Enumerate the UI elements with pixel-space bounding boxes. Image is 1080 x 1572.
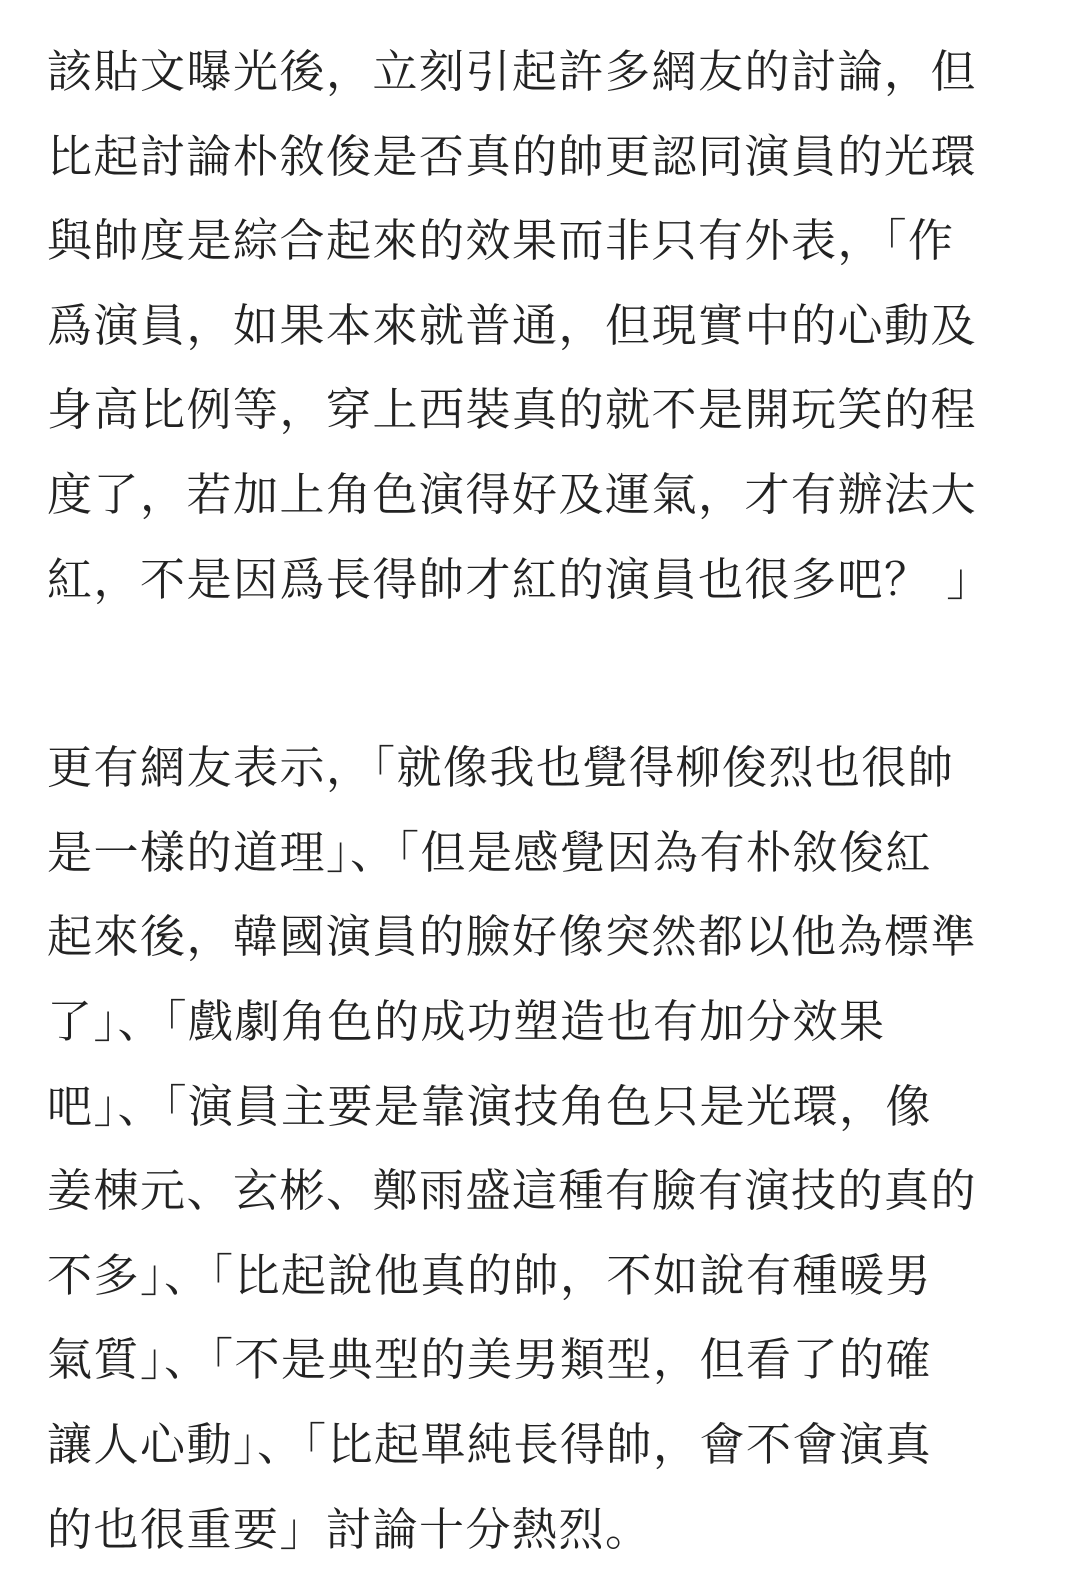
article-paragraph-1 [47, 30, 1037, 622]
paragraph-line: 姜棟元、玄彬、鄭雨盛這種有臉有演技的真的 [47, 1149, 1037, 1234]
paragraph-line: 紅，不是因爲長得帥才紅的演員也很多吧？ 」 [47, 538, 1037, 623]
paragraph-line: 的也很重要」討論十分熱烈。 [47, 1488, 1037, 1572]
paragraph-line: 更有網友表示，「就像我也覺得柳俊烈也很帥 [47, 726, 1037, 811]
paragraph-line: 該貼文曝光後，立刻引起許多網友的討論，但 [47, 30, 1037, 115]
paragraph-line: 不多」、「比起說他真的帥，不如說有種暖男 [47, 1234, 1037, 1319]
paragraph-line: 起來後，韓國演員的臉好像突然都以他為標準 [47, 895, 1037, 980]
article-paragraph-2 [47, 726, 1037, 1572]
paragraph-line: 了」、「戲劇角色的成功塑造也有加分效果 [47, 980, 1037, 1065]
paragraph-line: 身高比例等，穿上西裝真的就不是開玩笑的程 [47, 368, 1037, 453]
paragraph-line: 讓人心動」、「比起單純長得帥，會不會演真 [47, 1403, 1037, 1488]
paragraph-line: 氣質」、「不是典型的美男類型，但看了的確 [47, 1318, 1037, 1403]
paragraph-spacer [47, 622, 1037, 726]
paragraph-line: 爲演員，如果本來就普通，但現實中的心動及 [47, 284, 1037, 369]
paragraph-line: 度了，若加上角色演得好及運氣，才有辦法大 [47, 453, 1037, 538]
article-body [47, 30, 1037, 1572]
paragraph-line: 比起討論朴敘俊是否真的帥更認同演員的光環 [47, 115, 1037, 200]
paragraph-line: 是一樣的道理」、「但是感覺因為有朴敘俊紅 [47, 811, 1037, 896]
paragraph-line: 與帥度是綜合起來的效果而非只有外表，「作 [47, 199, 1037, 284]
paragraph-line: 吧」、「演員主要是靠演技角色只是光環，像 [47, 1065, 1037, 1150]
